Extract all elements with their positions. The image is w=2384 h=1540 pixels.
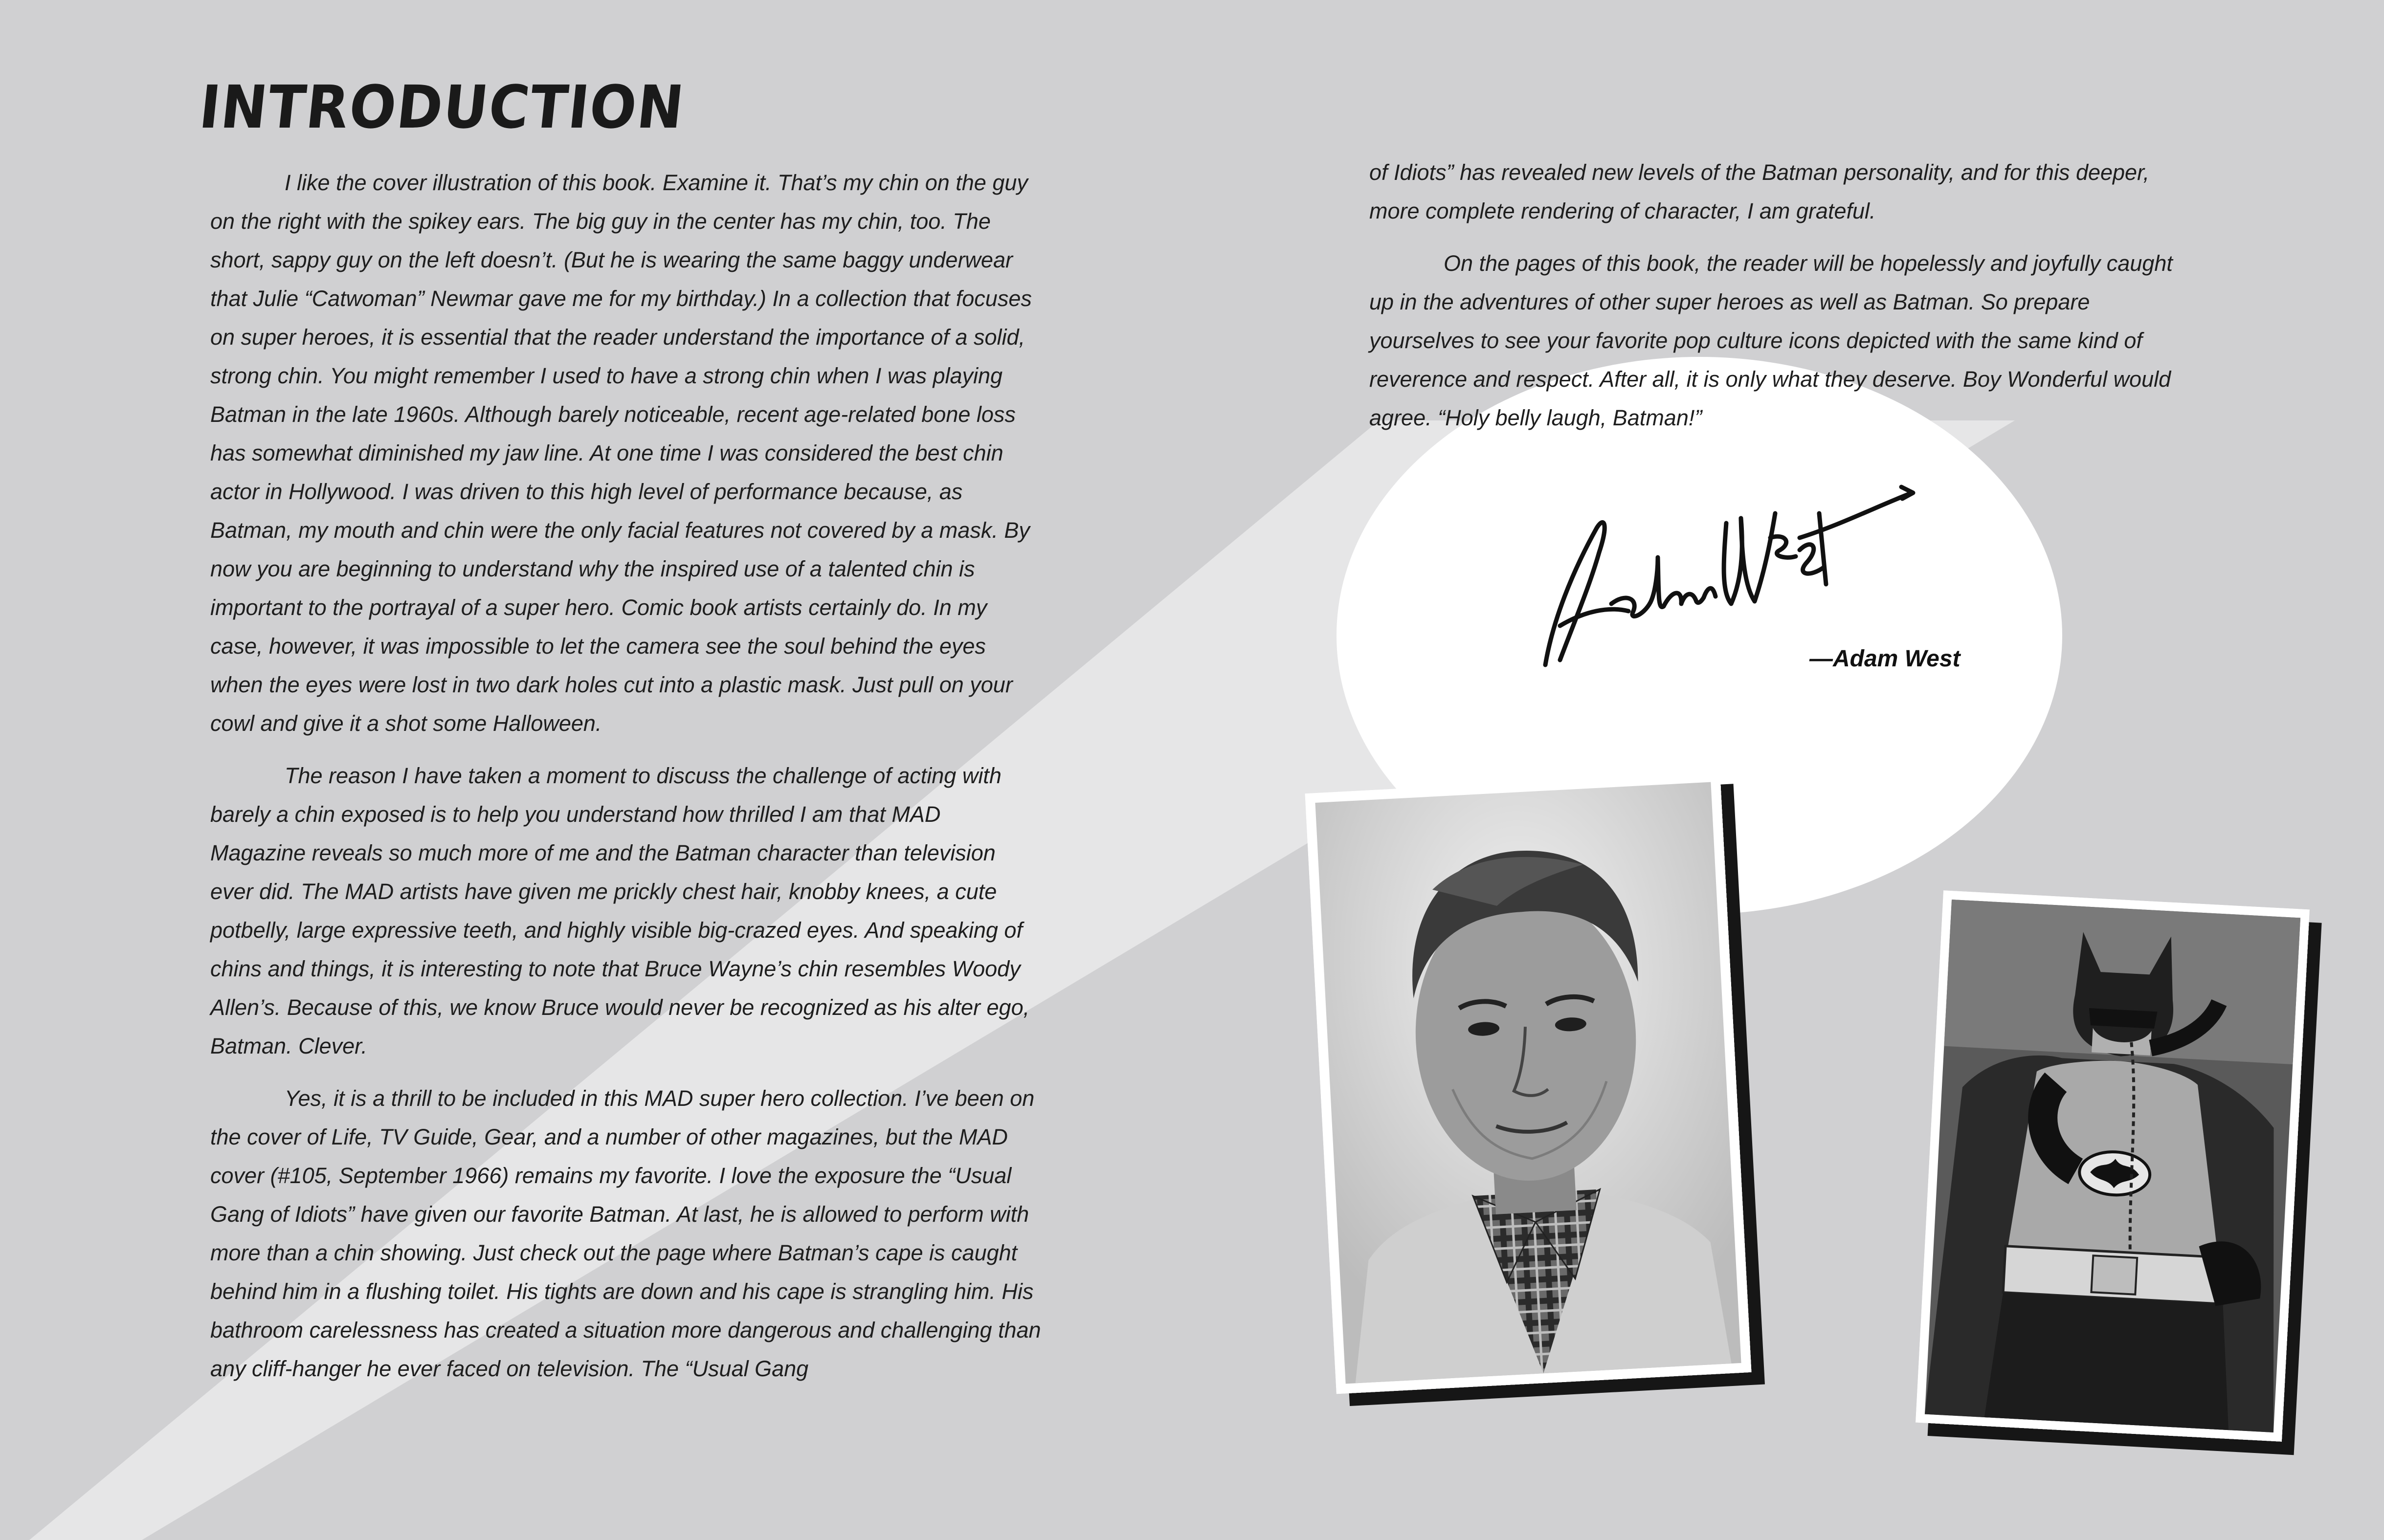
intro-paragraph: I like the cover illustration of this book. Examine it. That’s my chin on the guy on the right with the spikey ears. The big guy in the center has my chin, too. The short, sappy guy on the left doesn’t. (But he is wearing the same baggy underwear that Julie “Catwoman” Newmar gave me for my birthday.) In a collection that focuses on super heroes, it is essential that the reader understand the importance of a solid, strong chin. You might remember I used to have a strong chin when I was playing Batman in the late 1960s. Although barely noticeable, recent age-related bone loss has somewhat diminished my jaw line. At one time I was considered the best chin actor in Hollywood. I was driven to this high level of performance because, as Batman, my mouth and chin were the only facial features not covered by a mask. By now you are beginning to understand why the inspired use of a talented chin is important to the portrayal of a super hero. Comic book artists certainly do. In my case, however, it was impossible to let the camera see the soul behind the eyes when the eyes were lost in two dark holes cut into a plastic mask. Just pull on your cowl and give it a shot some Halloween.: [210, 170, 1032, 736]
batman-still-photo: [1916, 890, 2310, 1442]
intro-paragraph: Yes, it is a thrill to be included in this MAD super hero collection. I’ve been on the cover of Life, TV Guide, Gear, and a number of other magazines, but the MAD cover (#105, September 1966) remains my favorite. I love the exposure the “Usual Gang of Idiots” have given our favorite Batman. At last, he is allowed to perform with more than a chin showing. Just check out the page where Batman’s cape is caught behind him in a flushing toilet. His tights are down and his cape is strangling him. His bathroom carelessness has created a situation more dangerous and challenging than any cliff-hanger he ever faced on television. The “Usual Gang: [210, 1086, 1041, 1381]
intro-paragraph: of Idiots” has revealed new levels of the Batman personality, and for this deeper, more complete rendering of character, I am grateful.: [1369, 160, 2150, 223]
intro-left-column: [210, 163, 1042, 1402]
signature-attribution: —Adam West: [1809, 646, 1961, 672]
portrait-photo: [1305, 772, 1751, 1394]
intro-right-column: [1369, 153, 2176, 451]
intro-paragraph: The reason I have taken a moment to discuss the challenge of acting with barely a chin exposed is to help you understand how thrilled I am that MAD Magazine reveals so much more of me and the Batman character than television ever did. The MAD artists have given me prickly chest hair, knobby knees, a cute potbelly, large expressive teeth, and highly visible big-crazed eyes. And speaking of chins and things, it is interesting to note that Bruce Wayne’s chin resembles Woody Allen’s. Because of this, we know Bruce would never be recognized as his alter ego, Batman. Clever.: [210, 763, 1030, 1058]
intro-paragraph: On the pages of this book, the reader will be hopelessly and joyfully caught up in the adventures of other super heroes as well as Batman. So prepare yourselves to see your favorite pop culture icons depicted with the same kind of reverence and respect. After all, it is only what they deserve. Boy Wonderful would agree. “Holy belly laugh, Batman!”: [1369, 251, 2173, 430]
handwritten-signature: [1526, 464, 1917, 670]
page-title: INTRODUCTION: [196, 73, 688, 142]
